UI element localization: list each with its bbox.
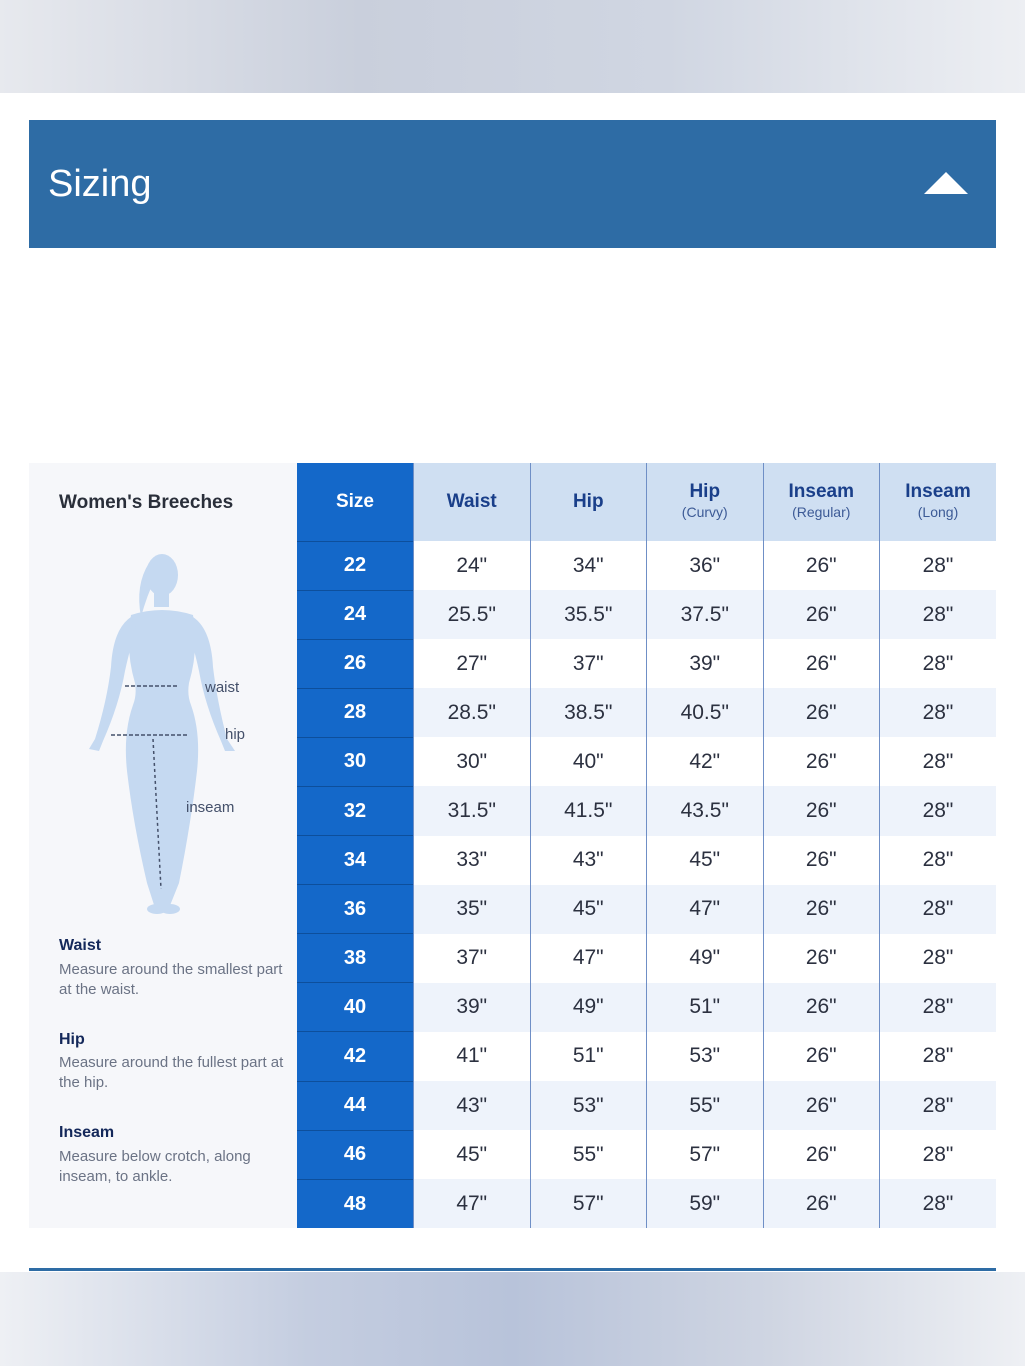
measurement-cell: 37.5" [647, 590, 764, 639]
measurement-cell: 26" [763, 639, 880, 688]
measurement-cell: 26" [763, 983, 880, 1032]
measurement-cell: 26" [763, 1032, 880, 1081]
measurement-cell: 43.5" [647, 786, 764, 835]
table-row [297, 1179, 996, 1228]
size-table [297, 463, 996, 1228]
body-silhouette-figure [29, 533, 297, 923]
column-header-label: Inseam [788, 481, 854, 502]
table-row [297, 688, 996, 737]
measurement-cell: 36" [647, 541, 764, 590]
measurement-cell: 39" [414, 983, 531, 1032]
measurement-cell: 51" [647, 983, 764, 1032]
section-divider [29, 1268, 996, 1271]
size-cell: 32 [297, 786, 414, 835]
measurement-cell: 28" [880, 1081, 997, 1130]
size-cell: 40 [297, 983, 414, 1032]
measurement-cell: 59" [647, 1179, 764, 1228]
measurement-cell: 34" [530, 541, 647, 590]
measurement-cell: 41.5" [530, 786, 647, 835]
measurement-cell: 57" [530, 1179, 647, 1228]
hip-description-text: Measure around the fullest part at the hip. [59, 1054, 284, 1091]
table-row [297, 1032, 996, 1081]
hip-label: hip [225, 726, 246, 743]
column-header-sublabel: (Long) [917, 504, 959, 520]
body-silhouette-icon [89, 554, 235, 914]
measurement-cell: 38.5" [530, 688, 647, 737]
measurement-cell: 33" [414, 836, 531, 885]
measurement-cell: 57" [647, 1130, 764, 1179]
measurement-cell: 28" [880, 639, 997, 688]
chart-title: Women's Breeches [59, 492, 234, 513]
measurement-cell: 53" [530, 1081, 647, 1130]
table-row [297, 983, 996, 1032]
table-row [297, 590, 996, 639]
column-header-inseam-long [880, 463, 997, 541]
column-header-sublabel: (Regular) [792, 504, 851, 520]
measurement-cell: 42" [647, 737, 764, 786]
measurement-cell: 28" [880, 1032, 997, 1081]
inseam-label: inseam [186, 799, 235, 816]
measurement-cell: 28.5" [414, 688, 531, 737]
measurement-cell: 40" [530, 737, 647, 786]
measurement-cell: 26" [763, 1130, 880, 1179]
measurement-cell: 37" [530, 639, 647, 688]
measurement-cell: 26" [763, 836, 880, 885]
measurement-cell: 49" [647, 934, 764, 983]
chevron-up-icon[interactable] [924, 172, 968, 194]
measurement-cell: 26" [763, 1179, 880, 1228]
size-cell: 22 [297, 541, 414, 590]
measurement-cell: 26" [763, 737, 880, 786]
measurement-cell: 30" [414, 737, 531, 786]
size-cell: 28 [297, 688, 414, 737]
measurement-cell: 47" [530, 934, 647, 983]
table-row [297, 1130, 996, 1179]
measurement-cell: 45" [647, 836, 764, 885]
size-cell: 48 [297, 1179, 414, 1228]
measurement-cell: 26" [763, 688, 880, 737]
sizing-accordion-header[interactable] [29, 120, 996, 248]
measurement-cell: 24" [414, 541, 531, 590]
size-cell: 24 [297, 590, 414, 639]
measurement-cell: 28" [880, 590, 997, 639]
measurement-cell: 28" [880, 541, 997, 590]
measurement-cell: 43" [414, 1081, 531, 1130]
column-header-label: Inseam [905, 481, 971, 502]
column-header-label: Waist [446, 491, 497, 512]
top-background-band [0, 0, 1025, 93]
measurement-cell: 26" [763, 885, 880, 934]
waist-label: waist [205, 679, 240, 696]
measurement-cell: 28" [880, 836, 997, 885]
size-cell: 30 [297, 737, 414, 786]
column-header-size [297, 463, 414, 541]
measurement-cell: 40.5" [647, 688, 764, 737]
size-cell: 44 [297, 1081, 414, 1130]
column-header-waist [414, 463, 531, 541]
table-row [297, 786, 996, 835]
measurement-cell: 47" [647, 885, 764, 934]
measurement-cell: 51" [530, 1032, 647, 1081]
table-row [297, 541, 996, 590]
size-cell: 46 [297, 1130, 414, 1179]
measurement-cell: 37" [414, 934, 531, 983]
column-header-label: Hip [572, 491, 604, 512]
measurement-cell: 35.5" [530, 590, 647, 639]
measurement-cell: 31.5" [414, 786, 531, 835]
column-header-label: Hip [689, 481, 721, 502]
table-row [297, 1081, 996, 1130]
measurement-cell: 55" [530, 1130, 647, 1179]
size-cell: 42 [297, 1032, 414, 1081]
column-header-hip-curvy [647, 463, 764, 541]
size-chart [29, 463, 996, 1228]
measurement-cell: 26" [763, 590, 880, 639]
measurement-cell: 41" [414, 1032, 531, 1081]
measurement-cell: 28" [880, 885, 997, 934]
measurement-cell: 28" [880, 1179, 997, 1228]
measurement-cell: 26" [763, 786, 880, 835]
column-header-hip [530, 463, 647, 541]
table-row [297, 836, 996, 885]
column-header-inseam-regular [763, 463, 880, 541]
table-header-row [297, 463, 996, 541]
size-cell: 26 [297, 639, 414, 688]
measurement-cell: 45" [530, 885, 647, 934]
waist-description-title: Waist [59, 937, 102, 954]
measurement-cell: 25.5" [414, 590, 531, 639]
measurement-cell: 53" [647, 1032, 764, 1081]
measurement-cell: 35" [414, 885, 531, 934]
table-row [297, 639, 996, 688]
waist-description-text: Measure around the smallest part at the waist. [59, 961, 283, 998]
measurement-cell: 26" [763, 541, 880, 590]
measurement-cell: 28" [880, 1130, 997, 1179]
accordion-title: Sizing [48, 163, 152, 205]
measurement-cell: 45" [414, 1130, 531, 1179]
hip-description-title: Hip [59, 1031, 85, 1048]
bottom-background-band [0, 1272, 1025, 1366]
measurement-cell: 47" [414, 1179, 531, 1228]
size-cell: 36 [297, 885, 414, 934]
measurement-cell: 28" [880, 934, 997, 983]
measurement-cell: 28" [880, 983, 997, 1032]
measurement-cell: 55" [647, 1081, 764, 1130]
measurement-cell: 28" [880, 737, 997, 786]
column-header-sublabel: (Curvy) [681, 504, 728, 520]
measurement-cell: 28" [880, 688, 997, 737]
size-cell: 38 [297, 934, 414, 983]
measurement-cell: 27" [414, 639, 531, 688]
table-row [297, 885, 996, 934]
measurement-cell: 28" [880, 786, 997, 835]
measurement-guide [29, 463, 297, 1228]
size-cell: 34 [297, 836, 414, 885]
column-header-label: Size [335, 490, 375, 512]
measurement-cell: 49" [530, 983, 647, 1032]
table-row [297, 934, 996, 983]
table-row [297, 737, 996, 786]
measurement-cell: 39" [647, 639, 764, 688]
inseam-description-title: Inseam [59, 1124, 115, 1141]
inseam-description-text: Measure below crotch, along inseam, to ankle. [59, 1148, 251, 1185]
measurement-cell: 26" [763, 934, 880, 983]
measurement-cell: 26" [763, 1081, 880, 1130]
measurement-cell: 43" [530, 836, 647, 885]
